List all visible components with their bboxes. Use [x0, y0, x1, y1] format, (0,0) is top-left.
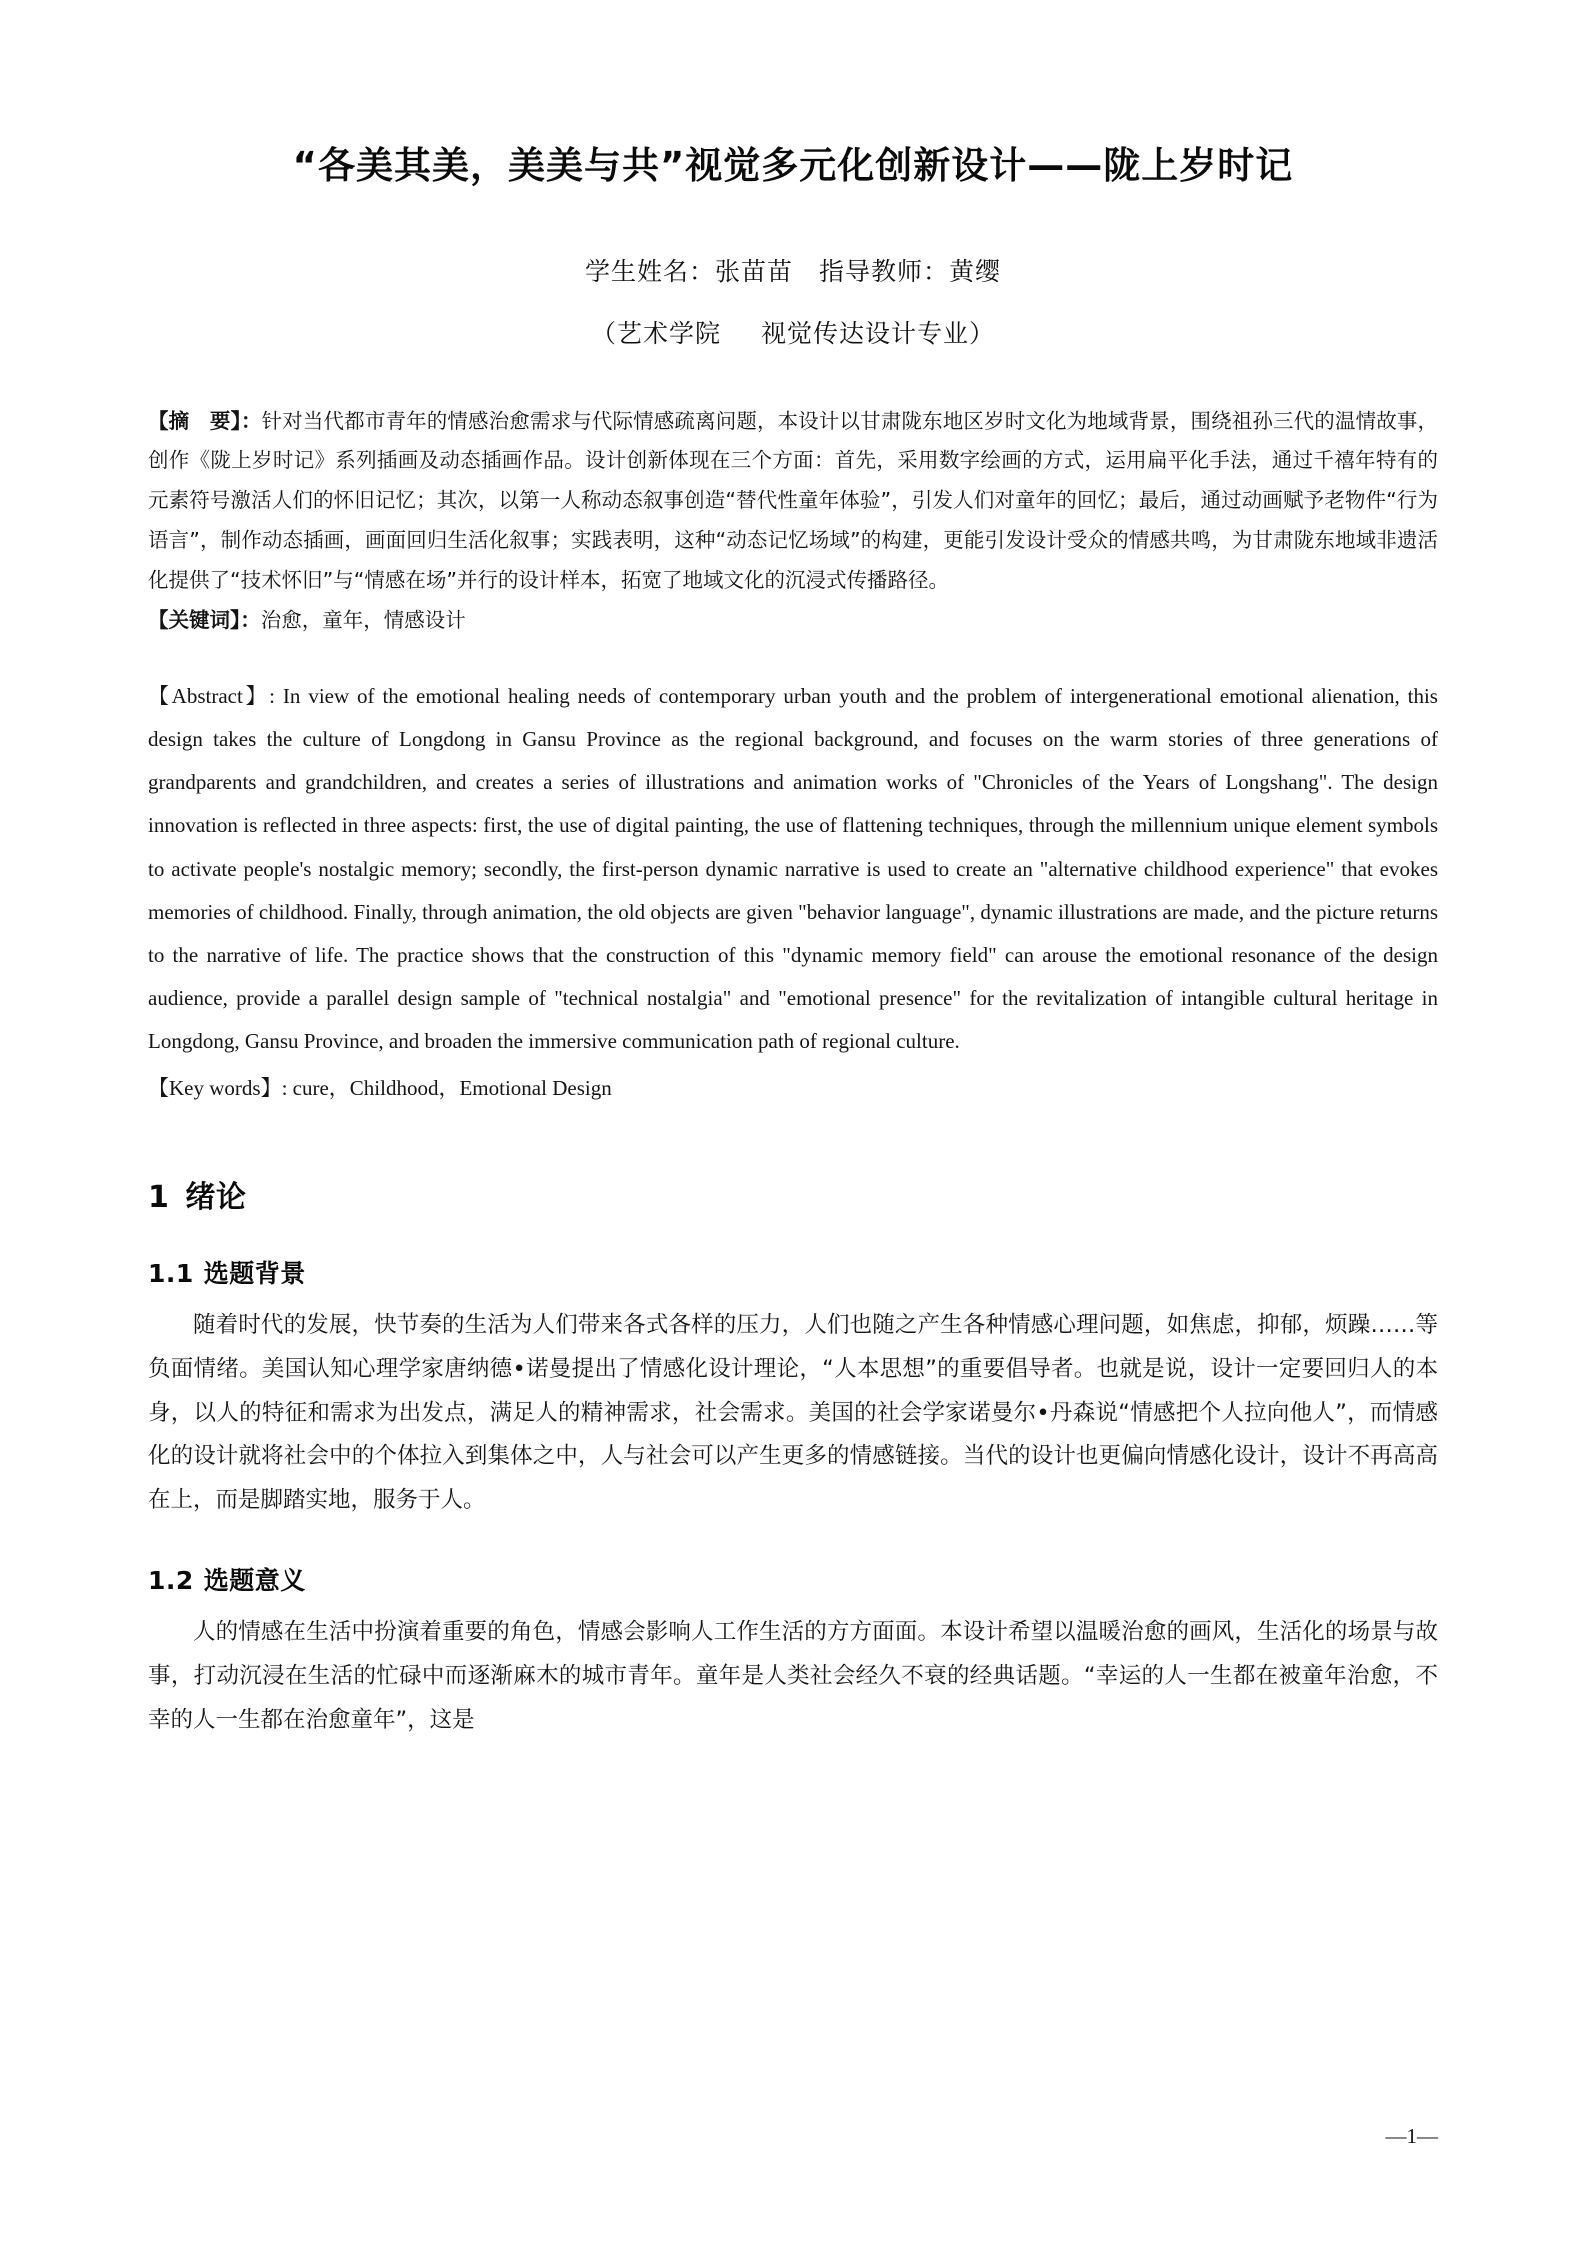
- keywords-chinese: [148, 601, 1438, 641]
- section-number-1: 1: [148, 1179, 170, 1215]
- section-title-1: 绪论: [185, 1179, 247, 1215]
- affiliation-college: （艺术学院: [590, 318, 721, 348]
- subsection-heading-1-1: [148, 1254, 1438, 1290]
- paragraph-1-1-1: 随着时代的发展，快节奏的生活为人们带来各式各样的压力，人们也随之产生各种情感心理问题，如焦虑，抑郁，烦躁……等负面情绪。美国认知心理学家唐纳德•诺曼提出了情感化设计理论，“人本思想”的重要倡导者。也就是说，设计一定要回归人的本身，以人的特征和需求为出发点，满足人的精神需求，社会需求。美国的社会学家诺曼尔•丹森说“情感把个人拉向他人”，而情感化的设计就将社会中的个体拉入到集体之中，人与社会可以产生更多的情感链接。当代的设计也更偏向情感化设计，设计不再高高在上，而是脚踏实地，服务于人。: [148, 1311, 1438, 1514]
- keywords-english: [148, 1067, 1438, 1110]
- byline-student-name: 张苗苗: [714, 256, 793, 286]
- section-heading-1: [148, 1172, 1438, 1216]
- subsection-heading-1-2: [148, 1561, 1438, 1597]
- keywords-english-text: : cure，Childhood，Emotional Design: [281, 1075, 612, 1100]
- affiliation-major: 视觉传达设计专业）: [761, 318, 996, 348]
- page-title: “各美其美，美美与共”视觉多元化创新设计——陇上岁时记: [292, 144, 1294, 187]
- subsection-title-1-2: 选题意义: [203, 1566, 306, 1596]
- subsection-title-1-1: 选题背景: [203, 1258, 306, 1288]
- page-number: —1—: [1385, 2124, 1438, 2148]
- subsection-number-1-2: 1.2: [148, 1566, 194, 1596]
- subsection-number-1-1: 1.1: [148, 1258, 194, 1288]
- keywords-chinese-label: 【关键词】：: [148, 608, 261, 633]
- abstract-english: [148, 675, 1438, 1062]
- abstract-chinese-text: 针对当代都市青年的情感治愈需求与代际情感疏离问题，本设计以甘肃陇东地区岁时文化为地域背景，围绕祖孙三代的温情故事，创作《陇上岁时记》系列插画及动态插画作品。设计创新体现在三个方面：首先，采用数字绘画的方式，运用扁平化手法，通过千禧年特有的元素符号激活人们的怀旧记忆；其次，以第一人称动态叙事创造“替代性童年体验”，引发人们对童年的回忆；最后，通过动画赋予老物件“行为语言”，制作动态插画，画面回归生活化叙事；实践表明，这种“动态记忆场域”的构建，更能引发设计受众的情感共鸣，为甘肃陇东地域非遗活化提供了“技术怀旧”与“情感在场”并行的设计样本，拓宽了地域文化的沉浸式传播路径。: [148, 408, 1439, 593]
- byline: [148, 252, 1438, 288]
- byline-advisor-label: 指导教师：: [819, 256, 950, 286]
- byline-advisor-name: 黄缨: [949, 256, 1002, 286]
- abstract-chinese: [148, 402, 1438, 602]
- paragraph-1-2-1: 人的情感在生活中扮演着重要的角色，情感会影响人工作生活的方方面面。本设计希望以温暖治愈的画风，生活化的场景与故事，打动沉浸在生活的忙碌中而逐渐麻木的城市青年。童年是人类社会经久不衰的经典话题。“幸运的人一生都在被童年治愈，不幸的人一生都在治愈童年”，这是: [148, 1619, 1438, 1733]
- keywords-english-label: 【Key words】: [148, 1075, 282, 1100]
- affiliation: [148, 314, 1438, 350]
- abstract-chinese-label: 【摘 要】：: [148, 408, 262, 433]
- keywords-chinese-text: 治愈，童年，情感设计: [260, 608, 466, 633]
- byline-student-label: 学生姓名：: [584, 256, 715, 286]
- abstract-english-text: : In view of the emotional healing needs of contemporary urban youth and the problem of intergenerational emotional alienation, this design takes the culture of Longdong in Gansu Province as the regional background, and focuses on the warm stories of three generations of grandparents and grandchildren, and creates a series of illustrations and animation works of "Chronicles of the Years of Longshang". The design innovation is reflected in three aspects: first, the use of digital painting, the use of flattening techniques, through the millennium unique element symbols to activate people's nostalgic memory; secondly, the first-person dynamic narrative is used to create an "alternative childhood experience" that evokes memories of childhood. Finally, through animation, the old objects are given "behavior language", dynamic illustrations are made, and the picture returns to the narrative of life. The practice shows that the construction of this "dynamic memory field" can arouse the emotional resonance of the design audience, provide a parallel design sample of "technical nostalgia" and "emotional presence" for the revitalization of intangible cultural heritage in Longdong, Gansu Province, and broaden the immersive communication path of regional culture.: [148, 684, 1438, 1053]
- abstract-english-label: 【Abstract】: [148, 684, 270, 709]
